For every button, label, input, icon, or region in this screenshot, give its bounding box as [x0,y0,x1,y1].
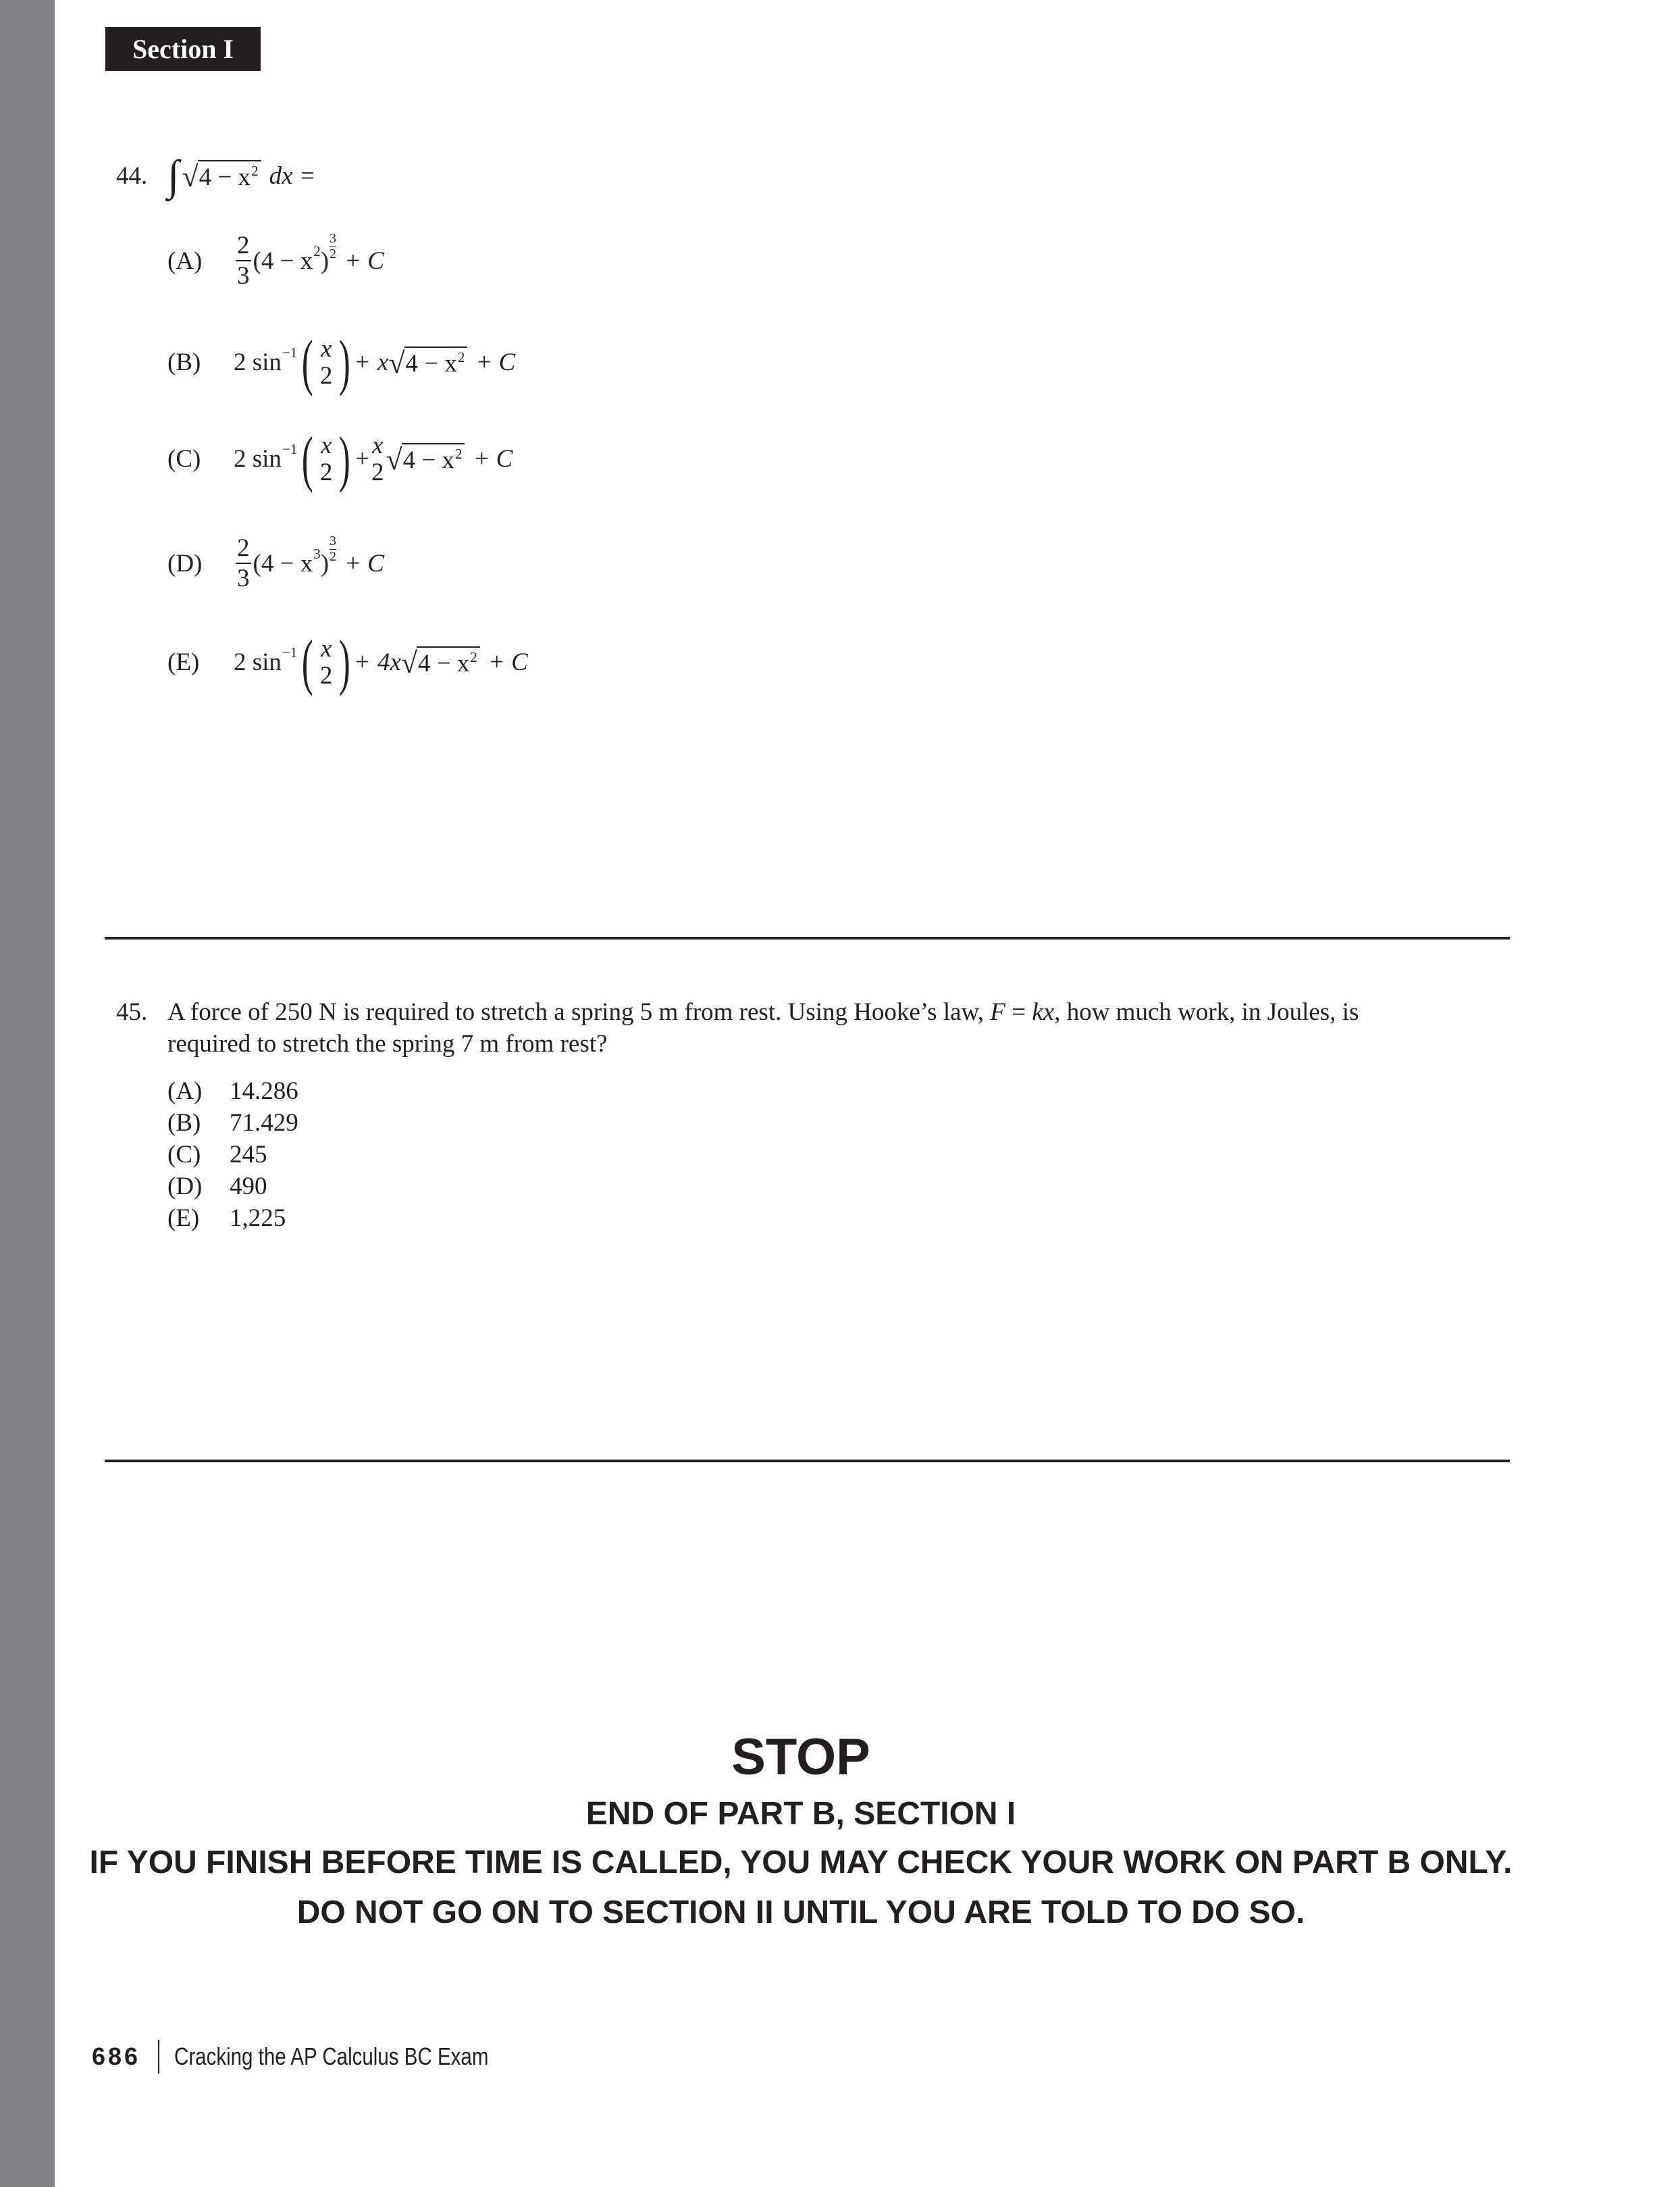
book-title: Cracking the AP Calculus BC Exam [174,2042,489,2070]
radicand-text: 4 − x [402,446,454,474]
stem-text: , how much work, in Joules, is [1054,998,1359,1026]
inverse-exponent: −1 [282,644,298,661]
numerator: x [320,634,332,663]
radicand [402,443,465,475]
question-number: 44. [116,161,148,190]
right-paren: ) [339,328,351,396]
stem-text: A force of 250 N is required to stretch a spring 5 m from rest. Using Hooke’s law, [167,998,991,1026]
stop-line-do-not-go-on: DO NOT GO ON TO SECTION II UNTIL YOU ARE TOLD TO DO SO. [296,1895,1305,1930]
option-label: (E) [167,1204,200,1232]
numerator: 2 [236,536,251,564]
denominator: 2 [319,661,333,690]
numerator: 2 [236,233,251,261]
stem-var-f: F [990,998,1005,1026]
option-value: 245 [230,1141,267,1168]
radicand-text: 4 − x [199,163,251,191]
option-value: 14.286 [230,1077,298,1105]
numerator: 3 [330,230,337,246]
option-label: (B) [167,1109,201,1137]
constant: + C [488,648,528,676]
close-paren: ) [320,549,330,577]
arcsin-coef: 2 sin [234,348,282,376]
argument-fraction [320,636,333,688]
power-fraction [330,232,336,261]
right-paren: ) [339,424,351,493]
left-paren: ( [302,424,314,493]
radical-sign: √ [388,346,405,380]
option-value: 71.429 [230,1109,298,1137]
left-paren: ( [302,627,314,696]
exponent: 3 [313,545,321,562]
divider-rule [105,937,1510,940]
page-footer [92,2040,558,2074]
radicand [417,646,480,678]
constant: + C [473,444,513,473]
q45-option-c[interactable] [167,1139,298,1170]
option-value: 490 [230,1173,267,1200]
numerator: x [371,431,384,459]
constant: + C [344,549,384,577]
stem-equals: = [1005,998,1032,1026]
q44-option-a[interactable] [167,230,384,290]
footer-separator [158,2040,159,2074]
question-number: 45. [116,998,148,1026]
constant: + C [475,348,516,376]
option-label: (D) [167,549,203,577]
exponent: 2 [251,162,259,179]
square-root [401,646,480,678]
page-margin-bar [0,0,55,2187]
denominator: 3 [237,262,250,290]
radicand-text: 4 − x [418,649,470,677]
exponent: 2 [470,648,477,665]
arcsin-coef: 2 sin [234,444,282,473]
base: (4 − x [253,247,313,275]
radical-sign: √ [400,646,418,679]
power-fraction [330,534,336,563]
coefficient-fraction [236,536,251,591]
constant: + C [344,247,384,275]
page-number: 686 [92,2042,141,2070]
option-label: (E) [167,648,200,676]
square-root [182,160,261,192]
option-label: (D) [167,1173,203,1200]
q44-option-c[interactable] [167,424,513,493]
radicand [404,346,468,378]
option-label: (B) [167,348,201,376]
numerator: x [320,334,332,363]
denominator: 3 [237,565,250,592]
inverse-exponent: −1 [282,440,298,457]
radicand [198,160,261,192]
multiplier-fraction [371,433,384,485]
radical-sign: √ [386,442,402,476]
radicand-text: 4 − x [405,349,457,378]
multiplier: x [377,348,389,376]
q45-option-d[interactable] [167,1170,298,1202]
left-paren: ( [302,328,314,396]
differential: dx = [269,161,316,190]
stop-line-end-of-part: END OF PART B, SECTION I [585,1796,1016,1832]
arcsin-coef: 2 sin [234,648,282,676]
stop-line-check-work: IF YOU FINISH BEFORE TIME IS CALLED, YOU MAY CHECK YOUR WORK ON PART B ONLY. [89,1845,1513,1880]
option-label: (C) [167,444,201,473]
exponent: 2 [313,242,321,259]
exponent: 2 [454,445,463,462]
option-label: (A) [167,247,203,275]
q45-option-b[interactable] [167,1107,298,1139]
argument-fraction [320,433,333,485]
inverse-exponent: −1 [282,344,298,361]
option-value: 1,225 [230,1204,286,1232]
stem-text-line2: required to stretch the spring 7 m from rest? [167,1030,608,1058]
close-paren: ) [320,247,330,275]
integral-sign: ∫ [167,151,180,199]
numerator: 3 [330,533,337,548]
option-label: (A) [167,1077,203,1105]
numerator: x [320,431,332,459]
q45-options [167,1075,298,1234]
plus: + [355,348,369,376]
exponent: 2 [457,349,465,365]
plus: + [355,444,369,473]
square-root [388,346,467,378]
square-root [386,443,465,475]
argument-fraction [320,336,333,388]
denominator: 2 [371,458,384,486]
right-paren: ) [339,627,351,696]
q44-option-d[interactable] [167,533,384,592]
q45-option-a[interactable] [167,1075,298,1107]
denominator: 2 [330,548,337,564]
q45-stem [116,996,1480,1060]
denominator: 2 [330,246,337,261]
divider-rule [105,1460,1510,1462]
coefficient-fraction [236,233,251,288]
stem-var-kx: kx [1032,998,1055,1026]
q44-option-b[interactable] [167,328,516,396]
plus: + [355,648,369,676]
base: (4 − x [253,549,313,577]
stop-heading: STOP [731,1728,870,1786]
multiplier: 4x [377,648,401,676]
denominator: 2 [319,361,333,390]
q44-option-e[interactable] [167,627,528,696]
radical-sign: √ [182,159,199,193]
q45-option-e[interactable] [167,1202,298,1234]
section-tag: Section I [105,27,261,71]
option-label: (C) [167,1141,201,1168]
q44-stem [116,151,316,199]
denominator: 2 [319,458,333,486]
